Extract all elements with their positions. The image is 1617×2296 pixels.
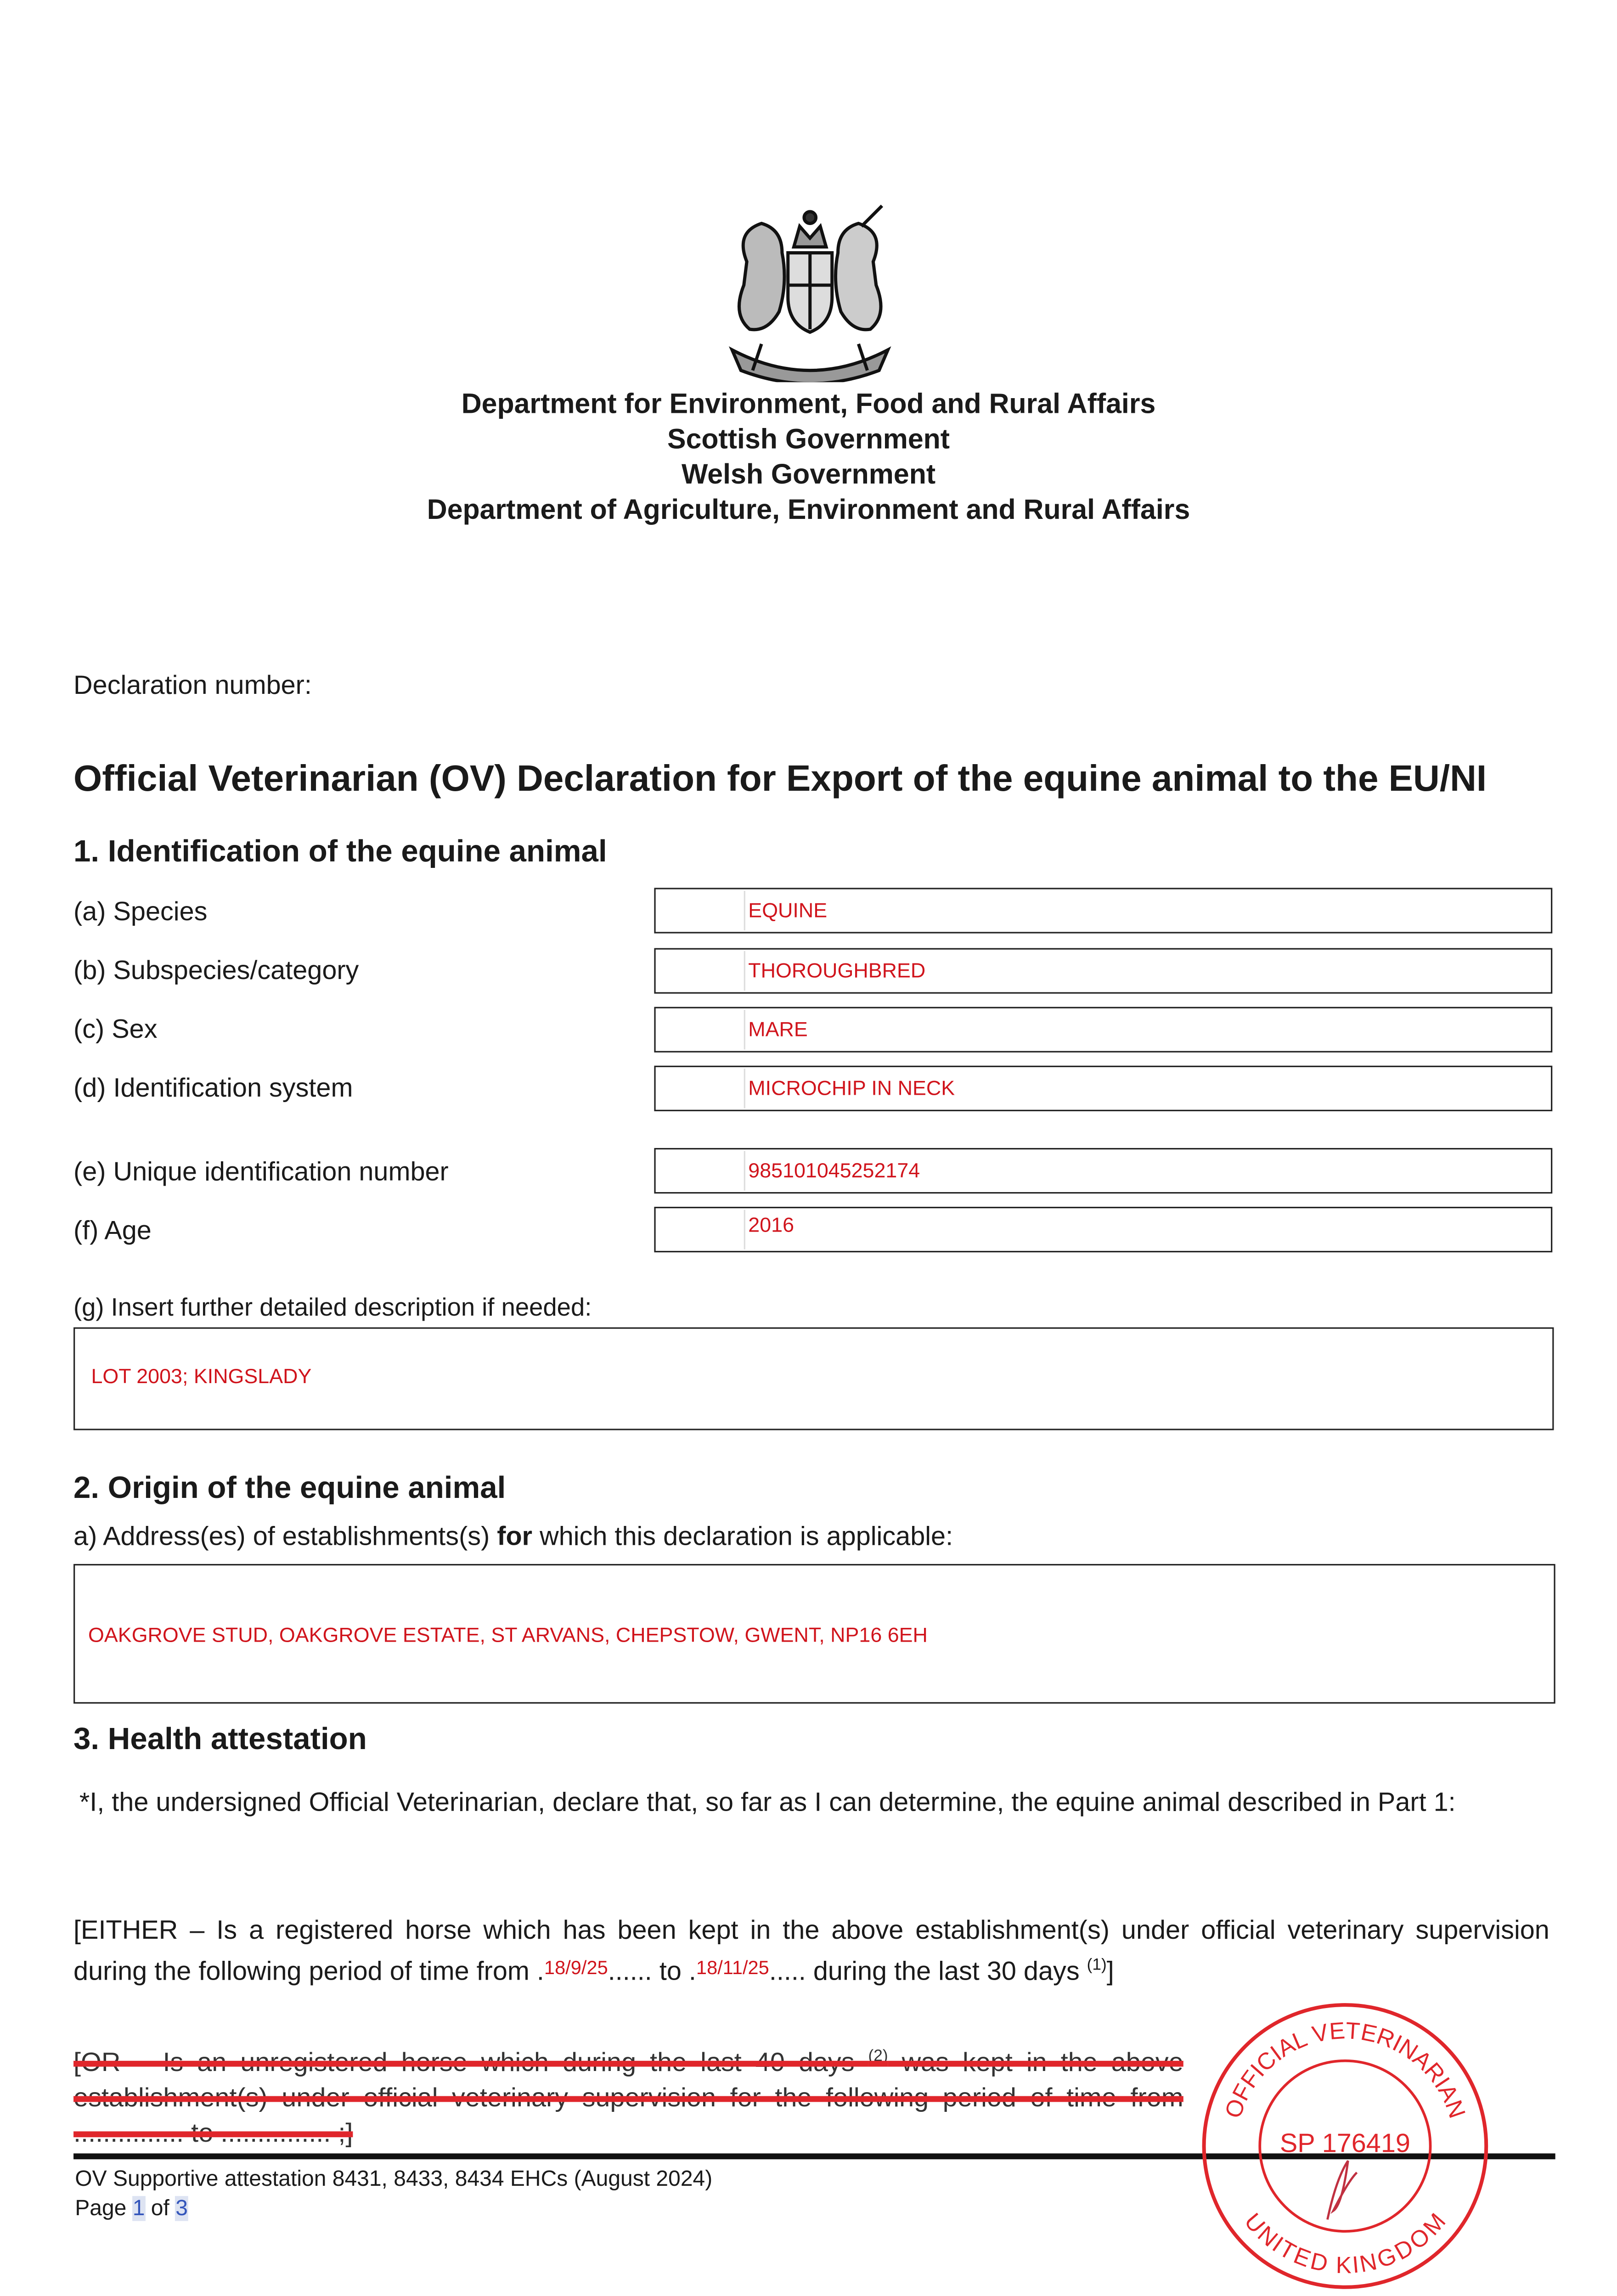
id-system-label: (d) Identification system [73, 1073, 353, 1103]
declaration-number-label: Declaration number: [73, 670, 312, 700]
attestation-intro: *I, the undersigned Official Veterinarian, declare that, so far as I can determine, the equine animal described in Part 1: [79, 1787, 1456, 1817]
further-description-value: LOT 2003; KINGSLADY [91, 1364, 312, 1388]
subspecies-label: (b) Subspecies/category [73, 955, 359, 985]
subspecies-field[interactable] [654, 948, 1552, 994]
document-title: Official Veterinarian (OV) Declaration for Export of the equine animal to the EU/NI [73, 758, 1487, 800]
either-clause: [EITHER – Is a registered horse which has been kept in the above establishment(s) under official veterinary supervision during the following period of time from .$^{18/9/25}$...... to .$^{18/11/25}$..... during the last 30 days $^{(1)}$] [73, 1915, 1549, 1986]
sex-value: MARE [748, 1017, 808, 1041]
sex-field[interactable] [654, 1007, 1552, 1052]
header-line: Scottish Government [667, 425, 950, 456]
stamp-number: SP 176419 [1279, 2128, 1410, 2158]
species-label: (a) Species [73, 896, 208, 926]
address-label: a) Address(es) of establishments(s) for which this declaration is applicable: [73, 1521, 953, 1551]
address-field[interactable] [73, 1564, 1555, 1704]
page-number: Page 1 of 3 [75, 2196, 188, 2221]
age-value: 2016 [748, 1212, 794, 1237]
id-system-value: MICROCHIP IN NECK [748, 1076, 955, 1100]
either-from-date: 18/9/25 [544, 1956, 608, 1979]
species-field[interactable] [654, 888, 1552, 933]
uid-field[interactable] [654, 1148, 1552, 1193]
or-clause-struck: [OR – Is an unregistered horse which during the last 40 days $^{(2)}$ was kept in the above establishment(s) under official veterinary supervision for the following period of time from ............... to ............... ;] [73, 2047, 1183, 2148]
coat-of-arms-icon [703, 203, 917, 383]
address-value: OAKGROVE STUD, OAKGROVE ESTATE, ST ARVANS, CHEPSTOW, GWENT, NP16 6EH [88, 1622, 928, 1647]
svg-text:OFFICIAL VETERINARIAN [1220, 2017, 1471, 2122]
header-line: Department of Agriculture, Environment and Rural Affairs [427, 495, 1190, 526]
either-to-date: 18/11/25 [696, 1956, 769, 1979]
header-line: Welsh Government [681, 460, 936, 491]
age-label: (f) Age [73, 1216, 152, 1245]
footer-form-reference: OV Supportive attestation 8431, 8433, 8434 EHCs (August 2024) [75, 2167, 713, 2192]
age-field[interactable] [654, 1207, 1552, 1252]
section3-heading: 3. Health attestation [73, 1722, 367, 1757]
stamp-bottom-text: UNITED KINGDOM [1240, 2208, 1451, 2279]
section2-heading: 2. Origin of the equine animal [73, 1471, 506, 1505]
signature-icon [1328, 2161, 1357, 2219]
species-value: EQUINE [748, 898, 828, 922]
id-system-field[interactable] [654, 1066, 1552, 1111]
subspecies-value: THOROUGHBRED [748, 958, 926, 982]
section1-heading: 1. Identification of the equine animal [73, 835, 607, 869]
uid-value: 985101045252174 [748, 1158, 920, 1182]
official-veterinarian-stamp [1198, 1999, 1492, 2293]
sex-label: (c) Sex [73, 1014, 158, 1044]
further-description-field[interactable] [73, 1328, 1554, 1430]
uid-label: (e) Unique identification number [73, 1157, 449, 1187]
further-description-label: (g) Insert further detailed description if needed: [73, 1293, 592, 1322]
stamp-top-text: OFFICIAL VETERINARIAN [1219, 2017, 1471, 2122]
header-line: Department for Environment, Food and Rural Affairs [461, 389, 1156, 421]
